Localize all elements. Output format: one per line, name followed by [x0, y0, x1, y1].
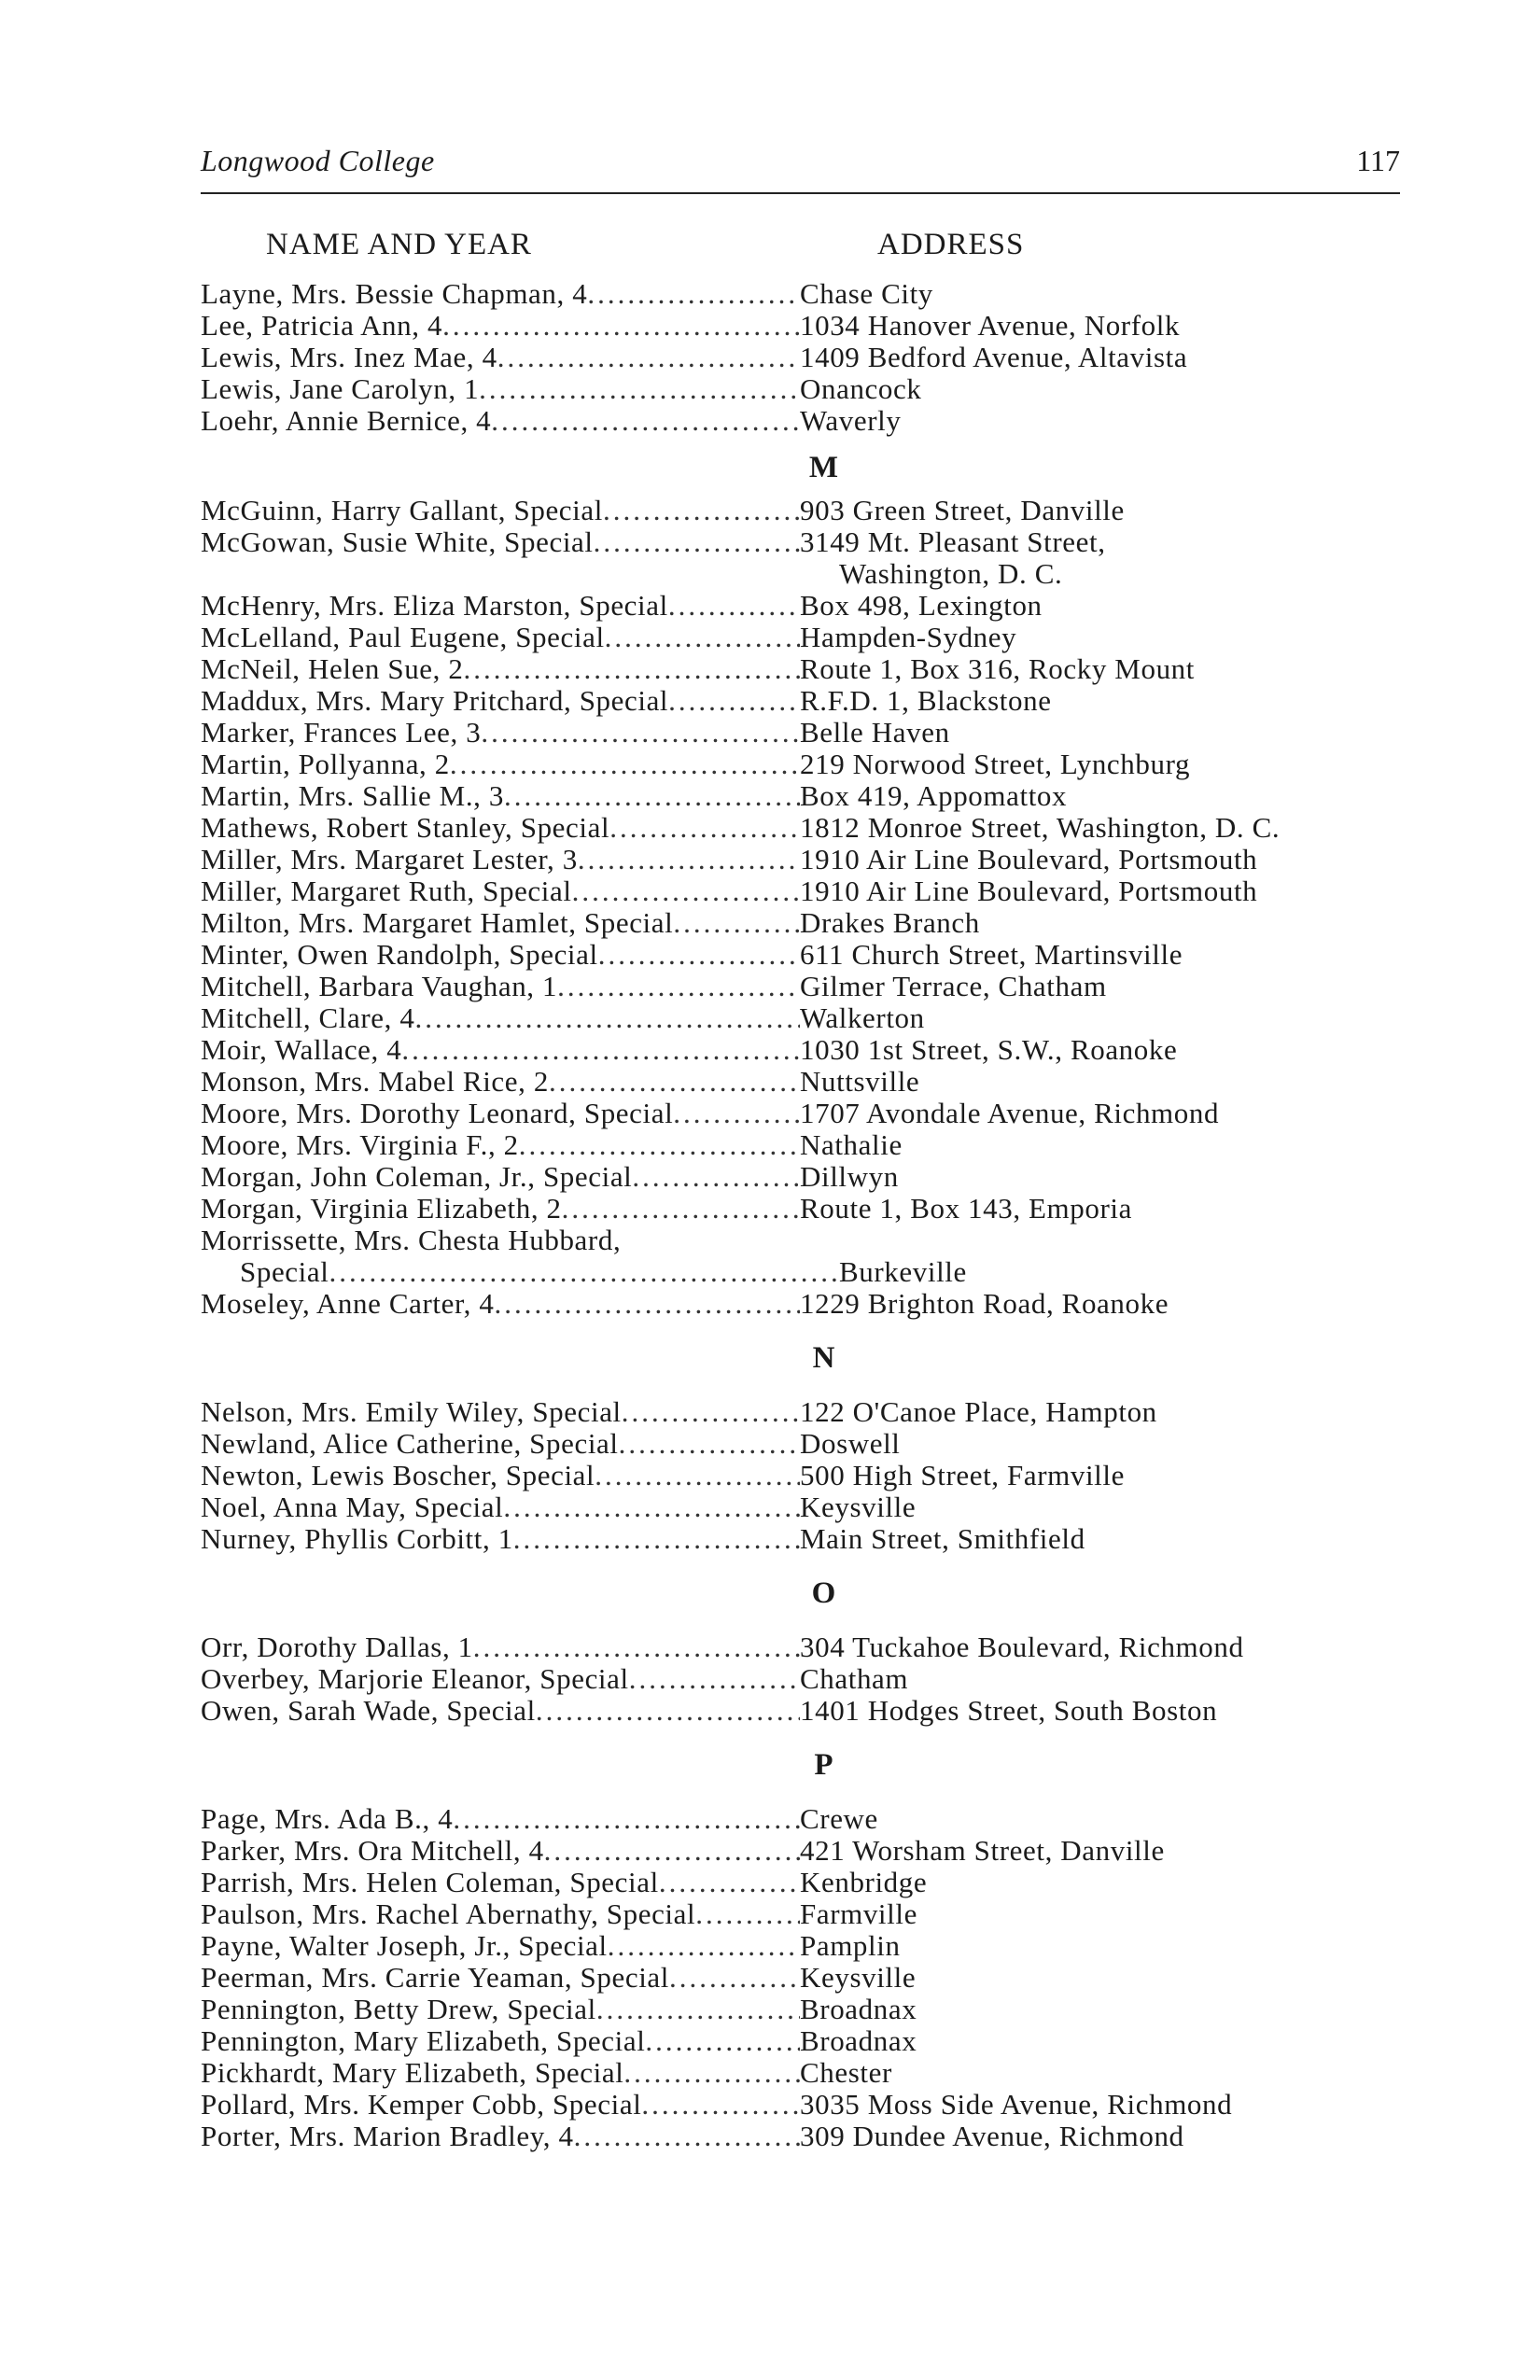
entry-address: 1910 Air Line Boulevard, Portsmouth: [800, 843, 1258, 875]
entry-address: 1030 1st Street, S.W., Roanoke: [800, 1033, 1178, 1066]
entry-name: Maddux, Mrs. Mary Pritchard, Special: [201, 685, 669, 717]
entry-name: McHenry, Mrs. Eliza Marston, Special: [201, 590, 668, 622]
entry-name: Martin, Pollyanna, 2: [201, 749, 450, 780]
entry-name: Peerman, Mrs. Carrie Yeaman, Special: [201, 1962, 669, 1994]
entry-address: Walkerton: [800, 1001, 925, 1034]
directory-entry-continuation: [201, 1256, 1414, 1288]
directory-entry: [201, 875, 1414, 907]
entry-name: Overbey, Marjorie Eleanor, Special: [201, 1663, 629, 1695]
entry-address: 1707 Avondale Avenue, Richmond: [800, 1097, 1220, 1129]
entry-name: Moore, Mrs. Virginia F., 2: [201, 1129, 519, 1161]
entry-address: Broadnax: [800, 2024, 917, 2057]
page-number: 117: [1356, 144, 1400, 177]
entry-address: 122 O'Canoe Place, Hampton: [800, 1395, 1157, 1428]
running-title: Longwood College: [201, 144, 435, 177]
entry-address: 1401 Hodges Street, South Boston: [800, 1694, 1218, 1727]
directory-entry: [201, 844, 1414, 875]
entry-address: Dillwyn: [800, 1160, 899, 1193]
entry-address: Broadnax: [800, 1993, 917, 2025]
entry-address: Route 1, Box 143, Emporia: [800, 1192, 1132, 1225]
entry-name: Mathews, Robert Stanley, Special: [201, 812, 610, 844]
directory-entry: [201, 1523, 1414, 1555]
entry-address: 1812 Monroe Street, Washington, D. C.: [800, 811, 1281, 844]
entry-address: Hampden-Sydney: [800, 621, 1017, 653]
directory-entry: [201, 1491, 1414, 1523]
entry-name: Miller, Mrs. Margaret Lester, 3: [201, 844, 578, 875]
directory-entry: [201, 1867, 1414, 1898]
section-letter-m: M: [808, 451, 839, 484]
entry-name: Lewis, Mrs. Inez Mae, 4: [201, 342, 497, 373]
directory-entry: [201, 2089, 1414, 2121]
entry-name: Noel, Anna May, Special: [201, 1491, 504, 1523]
entry-address: Nuttsville: [800, 1065, 920, 1098]
entry-name: Paulson, Mrs. Rachel Abernathy, Special: [201, 1898, 696, 1930]
directory-entry: [201, 495, 1414, 526]
entry-name: Lewis, Jane Carolyn, 1: [201, 373, 480, 405]
directory-entry: [201, 1129, 1414, 1161]
entry-name: Orr, Dorothy Dallas, 1: [201, 1631, 473, 1663]
entry-address: 3035 Moss Side Avenue, Richmond: [800, 2088, 1233, 2121]
directory-entry: [201, 1288, 1414, 1320]
directory-entry: [201, 1460, 1414, 1491]
entry-address: 903 Green Street, Danville: [800, 494, 1125, 526]
entry-name: Marker, Frances Lee, 3: [201, 717, 482, 749]
directory-entry: [201, 1898, 1414, 1930]
entry-name: Moseley, Anne Carter, 4: [201, 1288, 495, 1320]
directory-entry: [201, 1396, 1414, 1428]
entry-name: Page, Mrs. Ada B., 4: [201, 1803, 454, 1835]
directory-listing: [201, 278, 1414, 2152]
entry-name: Minter, Owen Randolph, Special: [201, 939, 598, 971]
entry-address: Onancock: [800, 372, 922, 405]
entry-name: Parker, Mrs. Ora Mitchell, 4: [201, 1835, 544, 1867]
entry-name: Porter, Mrs. Marion Bradley, 4: [201, 2121, 574, 2152]
directory-entry: [201, 1695, 1414, 1727]
entry-address: R.F.D. 1, Blackstone: [800, 684, 1052, 717]
directory-entry: [201, 1994, 1414, 2025]
entry-name: Parrish, Mrs. Helen Coleman, Special: [201, 1867, 659, 1898]
entry-name: McNeil, Helen Sue, 2: [201, 653, 464, 685]
entry-name: McGowan, Susie White, Special: [201, 526, 594, 558]
directory-entry: [201, 1193, 1414, 1225]
directory-entry: [201, 1066, 1414, 1098]
directory-entry: [201, 1803, 1414, 1835]
entry-address: Chatham: [800, 1662, 909, 1695]
entry-address: 304 Tuckahoe Boulevard, Richmond: [800, 1631, 1244, 1663]
entry-address: Farmville: [800, 1897, 917, 1930]
entry-name: Pollard, Mrs. Kemper Cobb, Special: [201, 2089, 642, 2121]
entry-address: 1229 Brighton Road, Roanoke: [800, 1287, 1169, 1320]
entry-name: Moore, Mrs. Dorothy Leonard, Special: [201, 1098, 674, 1129]
entry-name: Monson, Mrs. Mabel Rice, 2: [201, 1066, 549, 1098]
entry-address: 3149 Mt. Pleasant Street,: [800, 525, 1106, 558]
directory-entry: [201, 1962, 1414, 1994]
entry-name: Owen, Sarah Wade, Special: [201, 1695, 536, 1727]
entry-name: Nurney, Phyllis Corbitt, 1: [201, 1523, 513, 1555]
entry-address: 1409 Bedford Avenue, Altavista: [800, 341, 1188, 373]
entry-name: Payne, Walter Joseph, Jr., Special: [201, 1930, 608, 1962]
column-header-address: ADDRESS: [877, 228, 1025, 261]
entry-name: Morgan, Virginia Elizabeth, 2: [201, 1193, 562, 1225]
entry-address: Crewe: [800, 1802, 878, 1835]
entry-name: Pennington, Betty Drew, Special: [201, 1994, 596, 2025]
entry-address: Main Street, Smithfield: [800, 1522, 1085, 1555]
entry-name: Layne, Mrs. Bessie Chapman, 4: [201, 278, 588, 310]
entry-name: Miller, Margaret Ruth, Special: [201, 875, 572, 907]
column-header-name: NAME AND YEAR: [266, 228, 532, 261]
entry-address: Chase City: [800, 277, 933, 310]
entry-name: McGuinn, Harry Gallant, Special: [201, 495, 603, 526]
entry-address: Waverly: [800, 404, 902, 437]
entry-name: Mitchell, Barbara Vaughan, 1: [201, 971, 558, 1002]
entry-address: Belle Haven: [800, 716, 950, 749]
entry-address-continuation: Washington, D. C.: [839, 557, 1063, 590]
page-header: [201, 140, 1400, 194]
entry-address: Drakes Branch: [800, 906, 980, 939]
directory-entry: [201, 1930, 1414, 1962]
directory-entry: [201, 812, 1414, 844]
section-letter-o: O: [811, 1576, 836, 1610]
directory-entry-continuation: [201, 558, 1414, 590]
directory-entry: [201, 1835, 1414, 1867]
directory-entry: [201, 622, 1414, 653]
entry-address: Route 1, Box 316, Rocky Mount: [800, 652, 1195, 685]
directory-entry: [201, 2057, 1414, 2089]
entry-name: Martin, Mrs. Sallie M., 3: [201, 780, 504, 812]
entry-address: Keysville: [800, 1961, 917, 1994]
entry-name: Nelson, Mrs. Emily Wiley, Special: [201, 1396, 622, 1428]
section-letter-p: P: [814, 1748, 833, 1782]
entry-name: Moir, Wallace, 4: [201, 1034, 402, 1066]
directory-entry: [201, 526, 1414, 558]
entry-name: Loehr, Annie Bernice, 4: [201, 405, 492, 437]
entry-address: Box 419, Appomattox: [800, 779, 1068, 812]
directory-entry: [201, 1098, 1414, 1129]
entry-name: Milton, Mrs. Margaret Hamlet, Special: [201, 907, 674, 939]
directory-entry: [201, 1161, 1414, 1193]
directory-entry: [201, 653, 1414, 685]
directory-entry: [201, 749, 1414, 780]
directory-entry: [201, 717, 1414, 749]
entry-name: Morgan, John Coleman, Jr., Special: [201, 1161, 633, 1193]
entry-address: 500 High Street, Farmville: [800, 1459, 1125, 1491]
entry-name: Lee, Patricia Ann, 4: [201, 310, 443, 342]
directory-entry: [201, 373, 1414, 405]
directory-entry: [201, 278, 1414, 310]
entry-address: Doswell: [800, 1427, 901, 1460]
entry-address: 1910 Air Line Boulevard, Portsmouth: [800, 875, 1258, 907]
directory-entry: [201, 1002, 1414, 1034]
entry-address: Pamplin: [800, 1929, 901, 1962]
directory-entry: [201, 1631, 1414, 1663]
entry-address: Nathalie: [800, 1128, 903, 1161]
entry-address: 1034 Hanover Avenue, Norfolk: [800, 309, 1181, 342]
entry-name: Morrissette, Mrs. Chesta Hubbard,: [201, 1225, 622, 1256]
directory-entry: [201, 2025, 1414, 2057]
directory-entry: [201, 342, 1414, 373]
entry-address: 219 Norwood Street, Lynchburg: [800, 748, 1191, 780]
directory-entry: [201, 780, 1414, 812]
entry-address: Gilmer Terrace, Chatham: [800, 970, 1107, 1002]
directory-entry: [201, 1428, 1414, 1460]
directory-entry: [201, 971, 1414, 1002]
entry-address: Box 498, Lexington: [800, 589, 1043, 622]
entry-address: Keysville: [800, 1491, 917, 1523]
directory-entry: [201, 405, 1414, 437]
entry-address: 421 Worsham Street, Danville: [800, 1834, 1165, 1867]
directory-entry: [201, 2121, 1414, 2152]
entry-address: Burkeville: [839, 1255, 967, 1288]
directory-entry: [201, 1663, 1414, 1695]
entry-name-continuation: Special: [240, 1256, 329, 1288]
entry-name: McLelland, Paul Eugene, Special: [201, 622, 605, 653]
directory-entry: [201, 1225, 1414, 1256]
section-letter-n: N: [812, 1341, 835, 1375]
entry-name: Mitchell, Clare, 4: [201, 1002, 415, 1034]
directory-entry: [201, 685, 1414, 717]
directory-entry: [201, 1034, 1414, 1066]
entry-address: 611 Church Street, Martinsville: [800, 938, 1183, 971]
entry-name: Pickhardt, Mary Elizabeth, Special: [201, 2057, 624, 2089]
directory-entry: [201, 907, 1414, 939]
entry-name: Pennington, Mary Elizabeth, Special: [201, 2025, 646, 2057]
entry-address: 309 Dundee Avenue, Richmond: [800, 2120, 1184, 2152]
directory-entry: [201, 590, 1414, 622]
entry-name: Newton, Lewis Boscher, Special: [201, 1460, 595, 1491]
entry-address: Chester: [800, 2056, 892, 2089]
entry-name: Newland, Alice Catherine, Special: [201, 1428, 619, 1460]
directory-entry: [201, 939, 1414, 971]
entry-address: Kenbridge: [800, 1866, 928, 1898]
directory-entry: [201, 310, 1414, 342]
